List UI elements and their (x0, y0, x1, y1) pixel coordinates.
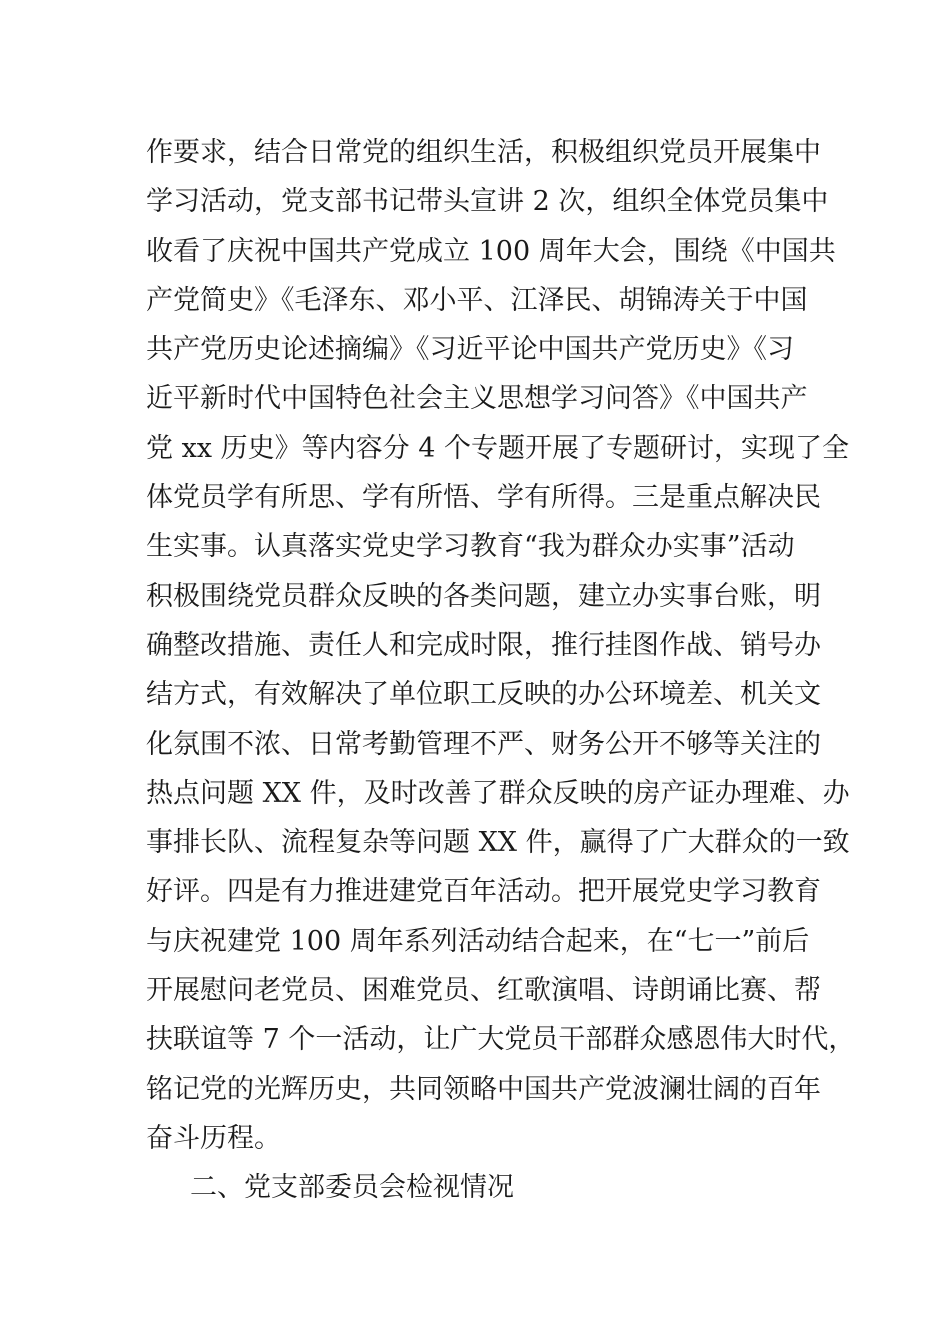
text-line: 收看了庆祝中国共产党成立 100 周年大会，围绕《中国共 (146, 235, 836, 267)
text-line: 作要求，结合日常党的组织生活，积极组织党员开展集中 (146, 137, 821, 168)
text-line: 共产党历史论述摘编》《习近平论中国共产党历史》《习 (146, 334, 794, 366)
text-line: 好评。四是有力推进建党百年活动。把开展党史学习教育 (146, 876, 821, 908)
text-line: 积极围绕党员群众反映的各类问题，建立办实事台账，明 (146, 580, 821, 612)
text-line: 产党简史》《毛泽东、邓小平、江泽民、胡锦涛关于中国 (146, 284, 808, 316)
text-line: 体党员学有所思、学有所悟、学有所得。三是重点解决民 (146, 482, 821, 514)
text-line: 学习活动，党支部书记带头宣讲 2 次，组织全体党员集中 (146, 186, 829, 218)
text-line: 扶联谊等 7 个一活动，让广大党员干部群众感恩伟大时代， (146, 1024, 856, 1056)
text-line: 生实事。认真落实党史学习教育“我为群众办实事”活动 (146, 531, 795, 563)
text-line: 与庆祝建党 100 周年系列活动结合起来，在“七一”前后 (146, 925, 810, 957)
text-line: 铭记党的光辉历史，共同领略中国共产党波澜壮阔的百年 (146, 1073, 821, 1105)
text-line: 奋斗历程。 (146, 1122, 281, 1154)
text-line: 化氛围不浓、日常考勤管理不严、财务公开不够等关注的 (146, 728, 821, 760)
text-line: 热点问题 XX 件，及时改善了群众反映的房产证办理难、办 (146, 777, 850, 809)
text-line: 近平新时代中国特色社会主义思想学习问答》《中国共产 (146, 383, 808, 415)
text-line: 事排长队、流程复杂等问题 XX 件，赢得了广大群众的一致 (146, 827, 850, 859)
text-line: 结方式，有效解决了单位职工反映的办公环境差、机关文 (146, 679, 821, 711)
text-line: 开展慰问老党员、困难党员、红歌演唱、诗朗诵比赛、帮 (146, 975, 821, 1007)
text-line: 党 xx 历史》等内容分 4 个专题开展了专题研讨，实现了全 (146, 432, 849, 464)
section-heading: 二、党支部委员会检视情况 (190, 1172, 514, 1204)
body-text (146, 128, 856, 1213)
text-line: 确整改措施、责任人和完成时限，推行挂图作战、销号办 (146, 629, 821, 661)
